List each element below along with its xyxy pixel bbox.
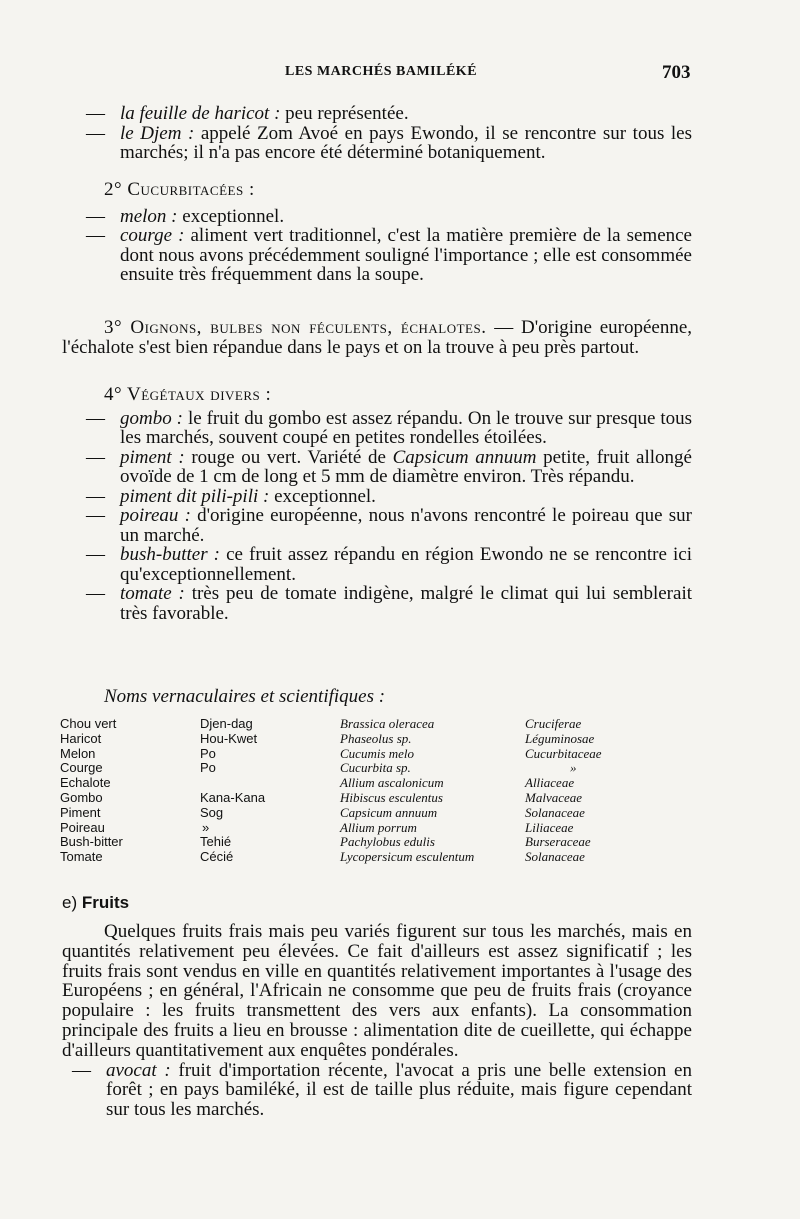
names-table xyxy=(60,717,710,865)
list-item: — poireau : d'origine européenne, nous n'avons rencontré le poireau que sur un marché. xyxy=(86,505,692,546)
list-item: — courge : aliment vert traditionnel, c'est la matière première de la semence dont nous avons précédemment souligné l'importance ; elle est consommée ensuite très fréquemment dans la soupe. xyxy=(86,225,692,285)
table-row: Tomate Cécié Lycopersicum esculentum Solanaceae xyxy=(60,849,585,865)
vegetaux-section xyxy=(62,385,692,623)
list-item: — piment : rouge ou vert. Variété de Capsicum annuum petite, fruit allongé ovoïde de 1 cm de long et 5 mm de diamètre environ. Très répandu. xyxy=(86,446,692,487)
fruits-section xyxy=(62,922,692,1120)
fruits-heading xyxy=(62,893,129,913)
list-item: — la feuille de haricot : peu représentée. xyxy=(86,103,409,124)
table-row: Poireau » Allium porrum Liliaceae xyxy=(60,819,574,835)
table-row: Echalote Allium ascalonicum Alliaceae xyxy=(60,775,575,791)
table-row: Bush-bitter Tehié Pachylobus edulis Burseraceae xyxy=(60,834,591,850)
section-title: Fruits xyxy=(81,893,130,912)
list-item: — avocat : fruit d'importation récente, l'avocat a pris une belle extension en forêt ; en pays bamiléké, il est de taille plus réduite, mais figure cependant sur tous les marchés. xyxy=(72,1059,692,1121)
section-heading: 4° Végétaux divers : xyxy=(104,384,272,405)
leafy-vegetables-list xyxy=(62,104,692,163)
paragraph: 3° Oignons, bulbes non féculents, échalotes. — D'origine européenne, l'échalote s'est bien répandue dans le pays et on la trouve à peu près partout. xyxy=(62,317,693,358)
list-item: — gombo : le fruit du gombo est assez répandu. On le trouve sur presque tous les marchés, souvent coupé en petites rondelles étoilées. xyxy=(86,407,692,448)
table-row: Haricot Hou-Kwet Phaseolus sp. Léguminosae xyxy=(60,730,595,746)
cucurbitacees-section xyxy=(62,180,692,285)
running-title: LES MARCHÉS BAMILÉKÉ xyxy=(285,64,478,79)
section-label: e) xyxy=(62,893,78,912)
oignons-section xyxy=(62,318,692,357)
table-row: Chou vert Djen-dag Brassica oleracea Cruciferae xyxy=(60,716,582,731)
section-heading: 2° Cucurbitacées : xyxy=(104,179,255,200)
table-row: Melon Po Cucumis melo Cucurbitaceae xyxy=(60,745,602,761)
table-row: Piment Sog Capsicum annuum Solanaceae xyxy=(60,804,585,820)
table-row: Gombo Kana-Kana Hibiscus esculentus Malvaceae xyxy=(60,789,583,805)
page-header xyxy=(0,62,800,86)
paragraph: Quelques fruits frais mais peu variés figurent sur tous les marchés, mais en quantités relativement peu élevées. Ce fait d'ailleurs est assez significatif ; les fruits frais sont vendus en ville en quantités relativement importantes à l'usage des Européens ; en général, l'Africain ne consomme que peu de fruits frais (croyance populaire : les fruits transmettent des vers aux enfants). La consommation principale des fruits a lieu en brousse : alimentation dite de cueillette, qui échappe d'ailleurs quantitativement aux enquêtes pondérales. xyxy=(62,921,692,1061)
list-item: — piment dit pili-pili : exceptionnel. xyxy=(86,485,376,507)
page-number: 703 xyxy=(662,62,691,83)
list-item: — melon : exceptionnel. xyxy=(86,205,285,227)
list-item: — le Djem : appelé Zom Avoé en pays Ewondo, il se rencontre sur tous les marchés; il n'a pas encore été déterminé botaniquement. xyxy=(86,122,692,163)
list-item: — tomate : très peu de tomate indigène, malgré le climat qui lui semblerait très favorable. xyxy=(86,583,693,624)
list-item: — bush-butter : ce fruit assez répandu en région Ewondo ne se rencontre ici qu'exceptionnellement. xyxy=(86,544,692,585)
section-heading: 3° Oignons, bulbes non féculents, échalotes. xyxy=(104,317,487,338)
table-heading: Noms vernaculaires et scientifiques : xyxy=(104,686,386,707)
table-row: Courge Po Cucurbita sp. » xyxy=(60,760,577,776)
